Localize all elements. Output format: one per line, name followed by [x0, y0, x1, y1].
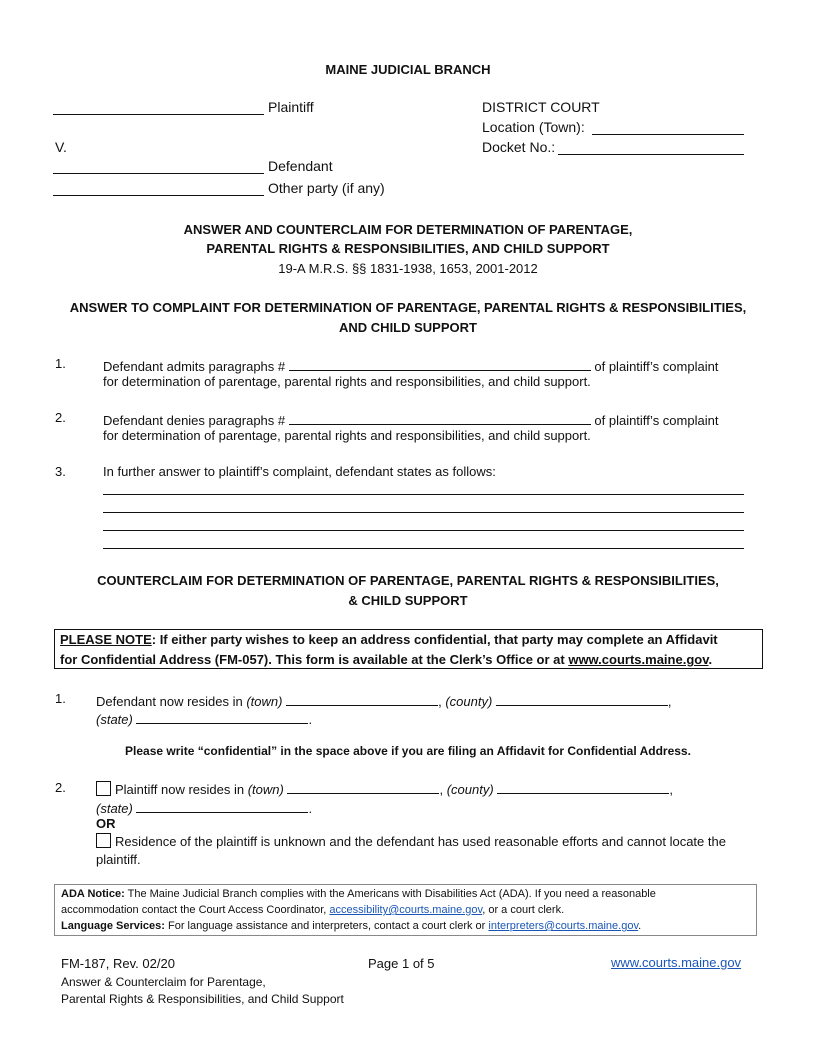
other-party-field[interactable] — [53, 195, 264, 196]
please-note-text1: : If either party wishes to keep an address confidential, that party may complete an Affidavit — [151, 632, 718, 647]
defendant-county-field[interactable] — [496, 691, 668, 706]
defendant-resides-lead: Defendant now resides in — [96, 694, 247, 709]
period: . — [308, 712, 313, 727]
please-note-label: PLEASE NOTE — [60, 632, 152, 647]
court-name: DISTRICT COURT — [482, 99, 600, 115]
unknown-residence-line2: plaintiff. — [96, 852, 141, 867]
denies-tail: of plaintiff’s complaint — [594, 413, 719, 428]
plaintiff-state-line — [96, 798, 312, 816]
plaintiff-residence-line — [96, 779, 673, 797]
defendant-town-field[interactable] — [286, 691, 438, 706]
answer-item-number: 3. — [55, 464, 66, 479]
counterclaim-item-number: 1. — [55, 691, 66, 706]
language-services-end: . — [638, 920, 642, 932]
plaintiff-town-field[interactable] — [287, 779, 439, 794]
ada-text1: The Maine Judicial Branch complies with the Americans with Disabilities Act (ADA). If you need a reasonable — [124, 888, 656, 900]
language-services-label: Language Services: — [61, 920, 165, 932]
denies-continuation: for determination of parentage, parental rights and responsibilities, and child support. — [103, 428, 591, 443]
unknown-residence-text1: Residence of the plaintiff is unknown and the defendant has used reasonable efforts and cannot locate the — [115, 834, 726, 849]
county-label: (county) — [445, 694, 493, 709]
footer-website-link[interactable]: www.courts.maine.gov — [611, 955, 742, 970]
defendant-state-line — [96, 709, 312, 727]
admits-paragraphs-field[interactable] — [289, 356, 591, 371]
town-label: (town) — [246, 694, 283, 709]
defendant-label: Defendant — [268, 158, 333, 174]
location-label: Location (Town): — [482, 119, 585, 135]
state-label: (state) — [96, 801, 133, 816]
plaintiff-label: Plaintiff — [268, 99, 314, 115]
location-field[interactable] — [592, 134, 744, 135]
further-answer-line-4[interactable] — [103, 548, 744, 549]
defendant-residence-line — [96, 691, 672, 709]
please-note-text2: for Confidential Address (FM-057). This form is available at the Clerk’s Office or at — [60, 652, 569, 667]
accessibility-email-link[interactable]: accessibility@courts.maine.gov — [329, 904, 483, 916]
county-label: (county) — [446, 782, 494, 797]
form-title-line1: ANSWER AND COUNTERCLAIM FOR DETERMINATION OF PARENTAGE, — [183, 222, 633, 237]
footer-title-line1: Answer & Counterclaim for Parentage, — [61, 975, 266, 989]
plaintiff-state-field[interactable] — [136, 798, 308, 813]
branch-title: MAINE JUDICIAL BRANCH — [325, 62, 491, 77]
interpreters-email-link[interactable]: interpreters@courts.maine.gov — [488, 920, 639, 932]
please-note-line1 — [60, 632, 718, 647]
town-label: (town) — [247, 782, 284, 797]
other-party-label: Other party (if any) — [268, 180, 385, 196]
unknown-residence-checkbox[interactable] — [96, 833, 111, 848]
further-answer-line-2[interactable] — [103, 512, 744, 513]
please-note-end: . — [708, 652, 713, 667]
form-id: FM-187, Rev. 02/20 — [61, 956, 175, 971]
footer-title-line2: Parental Rights & Responsibilities, and Child Support — [61, 992, 344, 1006]
counterclaim-heading-line1: COUNTERCLAIM FOR DETERMINATION OF PARENTAGE, PARENTAL RIGHTS & RESPONSIBILITIES, — [97, 573, 719, 588]
answer-item-admits — [103, 356, 718, 374]
denies-lead: Defendant denies paragraphs # — [103, 413, 286, 428]
unknown-residence-line1 — [96, 833, 726, 849]
admits-continuation: for determination of parentage, parental rights and responsibilities, and child support. — [103, 374, 591, 389]
further-answer-line-1[interactable] — [103, 494, 744, 495]
docket-field[interactable] — [558, 154, 744, 155]
ada-notice-line1 — [61, 888, 656, 900]
ada-label: ADA Notice: — [61, 888, 125, 900]
plaintiff-resides-checkbox[interactable] — [96, 781, 111, 796]
denies-paragraphs-field[interactable] — [289, 410, 591, 425]
plaintiff-resides-lead: Plaintiff now resides in — [115, 782, 248, 797]
answer-heading-line1: ANSWER TO COMPLAINT FOR DETERMINATION OF PARENTAGE, PARENTAL RIGHTS & RESPONSIBILITIES, — [69, 300, 747, 315]
admits-lead: Defendant admits paragraphs # — [103, 359, 286, 374]
answer-item-denies — [103, 410, 718, 428]
statute-citation: 19-A M.R.S. §§ 1831-1938, 1653, 2001-2012 — [278, 261, 538, 276]
further-answer-label: In further answer to plaintiff’s complaint, defendant states as follows: — [103, 464, 496, 479]
period: . — [308, 801, 313, 816]
please-note-link[interactable]: www.courts.maine.gov — [568, 652, 709, 667]
or-label: OR — [96, 816, 116, 831]
counterclaim-item-number: 2. — [55, 780, 66, 795]
ada-text3: , or a court clerk. — [482, 904, 565, 916]
state-label: (state) — [96, 712, 133, 727]
language-services-line — [61, 920, 641, 932]
admits-tail: of plaintiff’s complaint — [594, 359, 719, 374]
defendant-state-field[interactable] — [136, 709, 308, 724]
docket-label: Docket No.: — [482, 139, 556, 155]
plaintiff-county-field[interactable] — [497, 779, 669, 794]
confidential-instruction: Please write “confidential” in the space above if you are filing an Affidavit for Confidential Address. — [125, 744, 691, 758]
versus-label: V. — [55, 139, 67, 155]
please-note-line2 — [60, 652, 712, 667]
answer-heading-line2: AND CHILD SUPPORT — [339, 320, 477, 335]
defendant-field[interactable] — [53, 173, 264, 174]
comma: , — [667, 694, 672, 709]
comma: , — [438, 694, 442, 709]
form-title-line2: PARENTAL RIGHTS & RESPONSIBILITIES, AND CHILD SUPPORT — [206, 241, 610, 256]
language-services-text: For language assistance and interpreters, contact a court clerk or — [164, 920, 489, 932]
comma: , — [669, 782, 673, 797]
counterclaim-heading-line2: & CHILD SUPPORT — [348, 593, 468, 608]
ada-text2: accommodation contact the Court Access Coordinator, — [61, 904, 330, 916]
ada-notice-line2 — [61, 904, 564, 916]
answer-item-number: 2. — [55, 410, 66, 425]
page-number: Page 1 of 5 — [368, 956, 435, 971]
further-answer-line-3[interactable] — [103, 530, 744, 531]
answer-item-number: 1. — [55, 356, 66, 371]
plaintiff-field[interactable] — [53, 114, 264, 115]
comma: , — [439, 782, 444, 797]
